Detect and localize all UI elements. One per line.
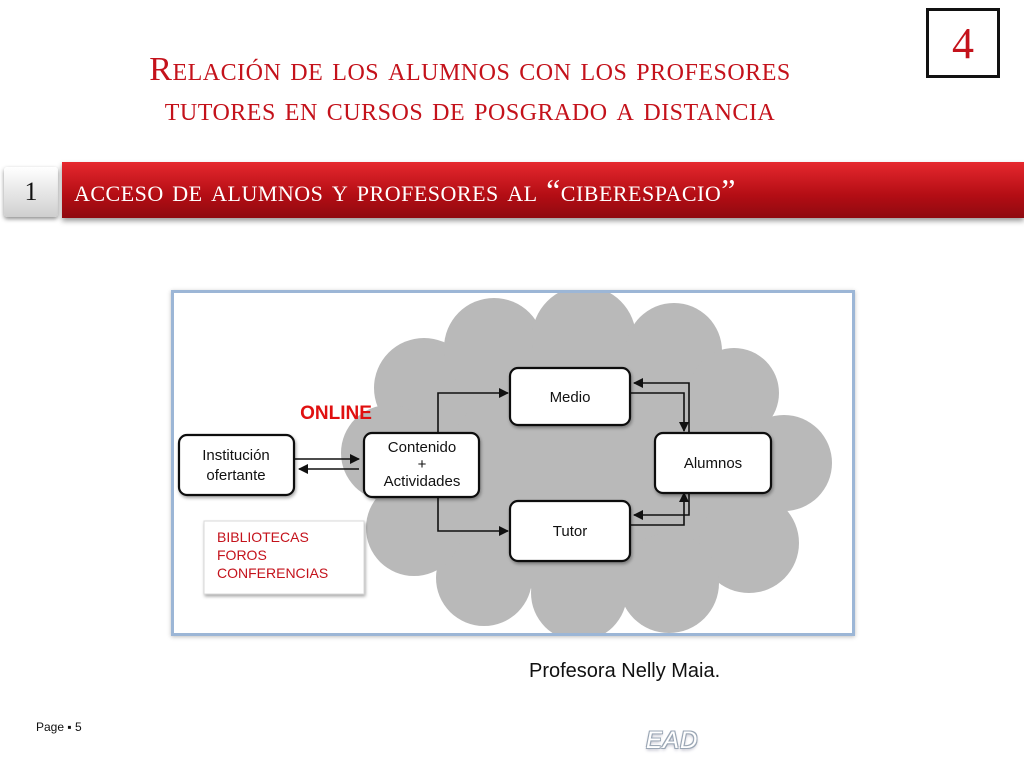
- box-content: [364, 433, 479, 497]
- content-label-1: Contenido: [387, 439, 457, 456]
- slide-title-line-2: tutores en cursos de posgrado a distancia: [164, 91, 776, 128]
- institution-label-2: ofertante: [206, 467, 266, 484]
- resource-item-2: FOROS: [217, 547, 267, 563]
- alumnos-label: Alumnos: [683, 455, 743, 472]
- box-tutor: [510, 501, 630, 561]
- content-label-2: +: [417, 456, 427, 473]
- diagram-canvas: [174, 293, 852, 633]
- page-number: Page ▪ 5: [36, 720, 82, 734]
- box-alumnos: [655, 433, 771, 493]
- diagram-frame: [171, 290, 855, 636]
- ead-logo: EAD: [646, 727, 699, 754]
- box-resources: [204, 521, 364, 594]
- slide-number: 4: [926, 8, 1000, 78]
- resource-item-3: CONFERENCIAS: [217, 565, 329, 581]
- section-title-bar: [62, 162, 1024, 218]
- online-label: ONLINE: [300, 403, 372, 424]
- box-medio: [510, 368, 630, 425]
- resource-item-1: BIBLIOTECAS: [217, 529, 309, 545]
- section-title: acceso de alumnos y profesores al “ciberespacio”: [74, 171, 736, 208]
- author-credit: Profesora Nelly Maia.: [529, 660, 721, 682]
- medio-label: Medio: [549, 389, 591, 406]
- content-label-3: Actividades: [383, 473, 461, 490]
- box-institution: [179, 435, 294, 495]
- slide-title-line-1: Relación de los alumnos con los profesores: [149, 51, 791, 88]
- institution-label-1: Institución: [202, 447, 270, 464]
- section-number: 1: [4, 167, 58, 217]
- tutor-label: Tutor: [552, 523, 588, 540]
- slide-title: [40, 50, 900, 130]
